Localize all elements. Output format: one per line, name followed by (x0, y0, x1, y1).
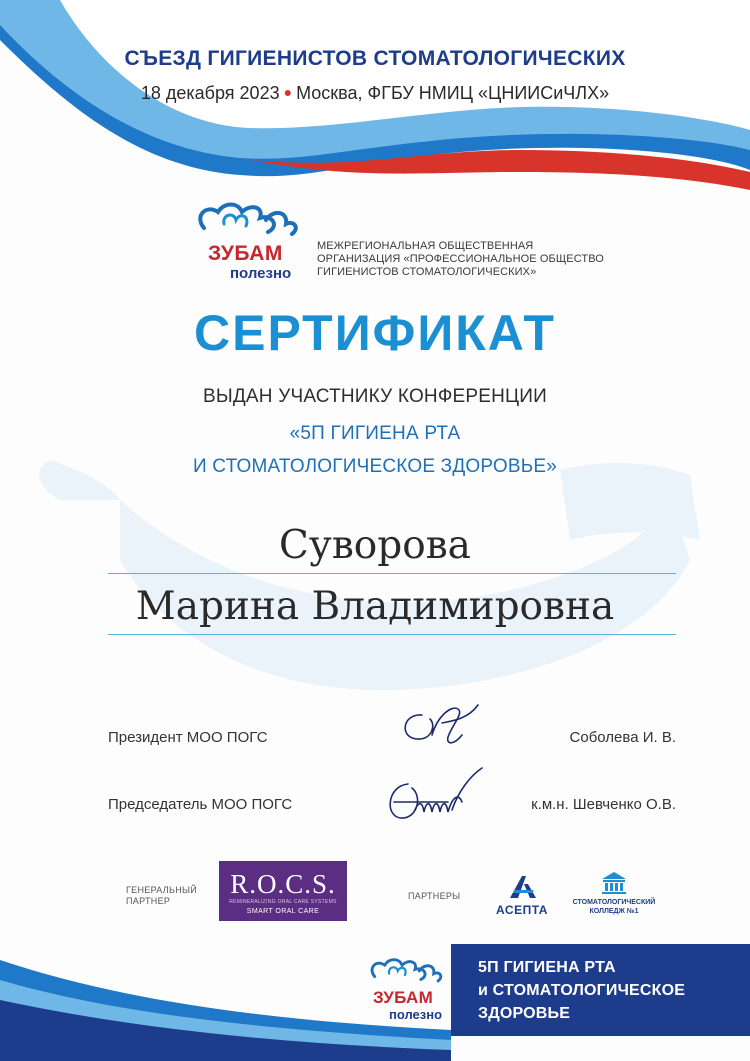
footer-line-2: и СТОМАТОЛОГИЧЕСКОЕ (478, 982, 686, 999)
signature-chair (378, 762, 488, 832)
teeth-logo-icon (194, 198, 312, 248)
signature-president (392, 695, 482, 755)
name-underline (108, 634, 676, 635)
general-partner-label-line-1: ГЕНЕРАЛЬНЫЙ (126, 885, 198, 895)
college-name-line-2: КОЛЛЕДЖ №1 (589, 908, 639, 915)
rocs-name: R.O.C.S. (230, 869, 336, 899)
rocs-tagline: REMINERALIZING ORAL CARE SYSTEMS (229, 899, 337, 905)
org-line-3: ГИГИЕНИСТОВ СТОМАТОЛОГИЧЕСКИХ» (317, 266, 537, 278)
general-partner-label-line-2: ПАРТНЕР (126, 896, 171, 906)
signatory-role-chair: Председатель МОО ПОГС (108, 796, 293, 813)
footer-conference-name (478, 956, 685, 1025)
general-partner-label (126, 885, 197, 907)
certificate-title: СЕРТИФИКАТ (194, 305, 556, 361)
rocs-logo (219, 861, 347, 921)
congress-date: 18 декабря 2023 (140, 83, 280, 103)
congress-place: Москва, ФГБУ НМИЦ «ЦНИИСиЧЛХ» (296, 83, 610, 103)
congress-title: СЪЕЗД ГИГИЕНИСТОВ СТОМАТОЛОГИЧЕСКИХ (124, 47, 626, 70)
signatory-name-chair: к.м.н. Шевченко О.В. (531, 796, 676, 813)
college-name-line-1: СТОМАТОЛОГИЧЕСКИЙ (572, 899, 656, 906)
surname-underline (108, 573, 676, 574)
footer-logo-word-polezno: полезно (389, 1007, 443, 1022)
recipient-given-names: Марина Владимировна (135, 584, 615, 629)
congress-date-place (0, 83, 750, 104)
signatory-role-president: Президент МОО ПОГС (108, 729, 268, 746)
issued-to-text: ВЫДАН УЧАСТНИКУ КОНФЕРЕНЦИИ (202, 386, 548, 407)
college-building-icon (600, 871, 628, 895)
organization-name (317, 240, 604, 279)
asepta-logo-icon (506, 874, 540, 900)
college-name (570, 898, 658, 916)
recipient-surname: Суворова (279, 523, 471, 568)
logo-word-zubam: ЗУБАМ (208, 242, 283, 265)
footer-line-1: 5П ГИГИЕНА РТА (478, 959, 616, 976)
rocs-subtitle: SMART ORAL CARE (246, 908, 320, 915)
zubam-logo (194, 198, 312, 288)
conference-name-line-1: «5П ГИГИЕНА РТА (289, 423, 461, 444)
org-line-1: МЕЖРЕГИОНАЛЬНАЯ ОБЩЕСТВЕННАЯ (317, 240, 534, 252)
footer-line-3: ЗДОРОВЬЕ (478, 1005, 571, 1022)
signatory-name-president: Соболева И. В. (569, 729, 676, 746)
footer-teeth-logo-icon (365, 955, 455, 991)
bullet-dot-icon: ● (283, 84, 293, 100)
logo-word-polezno: полезно (230, 265, 292, 282)
footer-zubam-logo (365, 955, 455, 1035)
partners-label: ПАРТНЕРЫ (408, 891, 461, 901)
asepta-name: АСЕПТА (496, 903, 548, 917)
conference-name-line-2: И СТОМАТОЛОГИЧЕСКОЕ ЗДОРОВЬЕ» (192, 456, 558, 477)
footer-logo-word-zubam: ЗУБАМ (373, 988, 434, 1007)
org-line-2: ОРГАНИЗАЦИЯ «ПРОФЕССИОНАЛЬНОЕ ОБЩЕСТВО (317, 253, 604, 265)
